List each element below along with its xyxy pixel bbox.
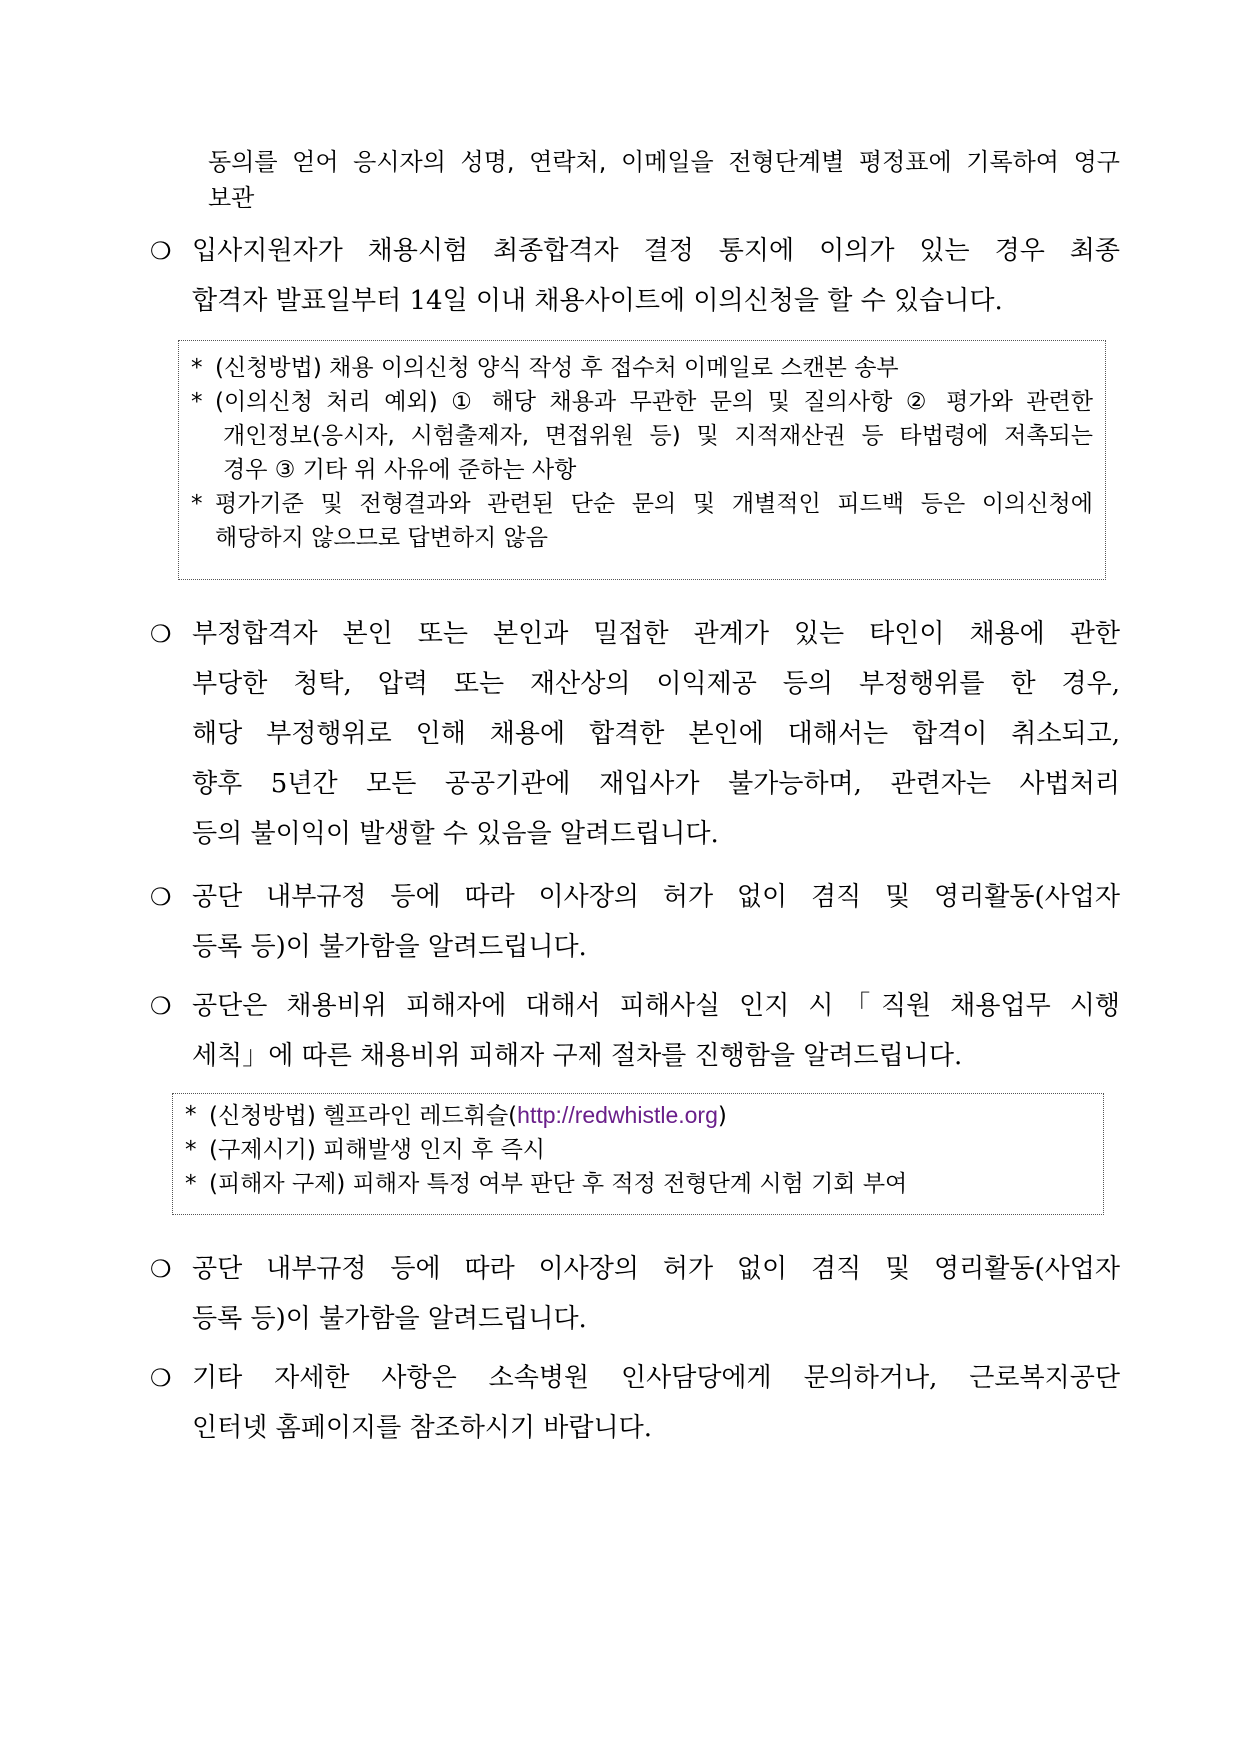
note-line: (피해자 구제) 피해자 특정 여부 판단 후 적정 전형단계 시험 기회 부여 bbox=[209, 1171, 908, 1197]
bullet-line: 부당한 청탁, 압력 또는 재산상의 이익제공 등의 부정행위를 한 경우, bbox=[192, 669, 1120, 699]
note-item bbox=[191, 385, 1093, 487]
bullet-circle-icon: ❍ bbox=[150, 620, 172, 648]
intro-line: 보관 bbox=[208, 184, 255, 212]
note-line: 개인정보(응시자, 시험출제자, 면접위원 등) 및 지적재산권 등 타법령에 저촉되는 bbox=[223, 423, 1093, 449]
bullet-circle-icon: ❍ bbox=[150, 1364, 172, 1392]
note-line: (신청방법) 헬프라인 레드휘슬( bbox=[209, 1103, 518, 1129]
bullet-circle-icon: ❍ bbox=[150, 883, 172, 911]
bullet-text bbox=[192, 609, 1120, 859]
asterisk-icon: * bbox=[191, 389, 203, 415]
bullet-line: 인터넷 홈페이지를 참조하시기 바랍니다. bbox=[192, 1413, 653, 1443]
bullet-line: 입사지원자가 채용시험 최종합격자 결정 통지에 이의가 있는 경우 최종 bbox=[192, 236, 1120, 266]
note-line: (구제시기) 피해발생 인지 후 즉시 bbox=[209, 1137, 546, 1163]
note-line: (이의신청 처리 예외) ① 해당 채용과 무관한 문의 및 질의사항 ② 평가와 관련한 bbox=[215, 389, 1093, 415]
intro-paragraph bbox=[208, 144, 1120, 216]
bullet-circle-icon: ❍ bbox=[150, 237, 172, 265]
bullet-line: 향후 5년간 모든 공공기관에 재입사가 불가능하며, 관련자는 사법처리 bbox=[192, 769, 1120, 799]
bullet-text bbox=[192, 981, 1120, 1081]
bullet-line: 부정합격자 본인 또는 본인과 밀접한 관계가 있는 타인이 채용에 관한 bbox=[192, 619, 1120, 649]
note-item bbox=[191, 351, 1093, 385]
redwhistle-link[interactable]: http://redwhistle.org bbox=[517, 1102, 718, 1128]
bullet-line: 등록 등)이 불가함을 알려드립니다. bbox=[192, 1304, 587, 1334]
bullet-circle-icon: ❍ bbox=[150, 992, 172, 1020]
note-item bbox=[185, 1133, 1091, 1167]
bullet-line: 세칙」에 따른 채용비위 피해자 구제 절차를 진행함을 알려드립니다. bbox=[192, 1041, 963, 1071]
asterisk-icon: * bbox=[185, 1171, 197, 1197]
note-item bbox=[191, 487, 1093, 555]
note-line: 평가기준 및 전형결과와 관련된 단순 문의 및 개별적인 피드백 등은 이의신청에 bbox=[215, 491, 1093, 517]
note-line: (신청방법) 채용 이의신청 양식 작성 후 접수처 이메일로 스캔본 송부 bbox=[215, 355, 899, 381]
note-item bbox=[185, 1167, 1091, 1201]
bullet-text bbox=[192, 1353, 1120, 1453]
note-box-relief bbox=[172, 1093, 1104, 1215]
note-item bbox=[185, 1098, 1091, 1133]
bullet-line: 등록 등)이 불가함을 알려드립니다. bbox=[192, 932, 587, 962]
bullet-line: 기타 자세한 사항은 소속병원 인사담당에게 문의하거나, 근로복지공단 bbox=[192, 1363, 1120, 1393]
asterisk-icon: * bbox=[191, 355, 203, 381]
intro-line: 동의를 얻어 응시자의 성명, 연락처, 이메일을 전형단계별 평정표에 기록하여 영구 bbox=[208, 148, 1120, 176]
bullet-line: 공단 내부규정 등에 따라 이사장의 허가 없이 겸직 및 영리활동(사업자 bbox=[192, 882, 1120, 912]
note-box-objection bbox=[178, 340, 1106, 580]
bullet-line: 합격자 발표일부터 14일 이내 채용사이트에 이의신청을 할 수 있습니다. bbox=[192, 286, 1003, 316]
asterisk-icon: * bbox=[185, 1137, 197, 1163]
asterisk-icon: * bbox=[185, 1102, 197, 1128]
bullet-line: 공단 내부규정 등에 따라 이사장의 허가 없이 겸직 및 영리활동(사업자 bbox=[192, 1254, 1120, 1284]
bullet-text bbox=[192, 872, 1120, 972]
bullet-line: 공단은 채용비위 피해자에 대해서 피해사실 인지 시「직원 채용업무 시행 bbox=[192, 991, 1120, 1021]
note-line: 경우 ③ 기타 위 사유에 준하는 사항 bbox=[223, 457, 577, 483]
asterisk-icon: * bbox=[191, 491, 203, 517]
note-line-suffix: ) bbox=[717, 1103, 727, 1129]
bullet-line: 등의 불이익이 발생할 수 있음을 알려드립니다. bbox=[192, 819, 719, 849]
bullet-text bbox=[192, 1244, 1120, 1344]
bullet-line: 해당 부정행위로 인해 채용에 합격한 본인에 대해서는 합격이 취소되고, bbox=[192, 719, 1120, 749]
note-line: 해당하지 않으므로 답변하지 않음 bbox=[215, 525, 548, 551]
bullet-text bbox=[192, 226, 1120, 326]
bullet-circle-icon: ❍ bbox=[150, 1255, 172, 1283]
